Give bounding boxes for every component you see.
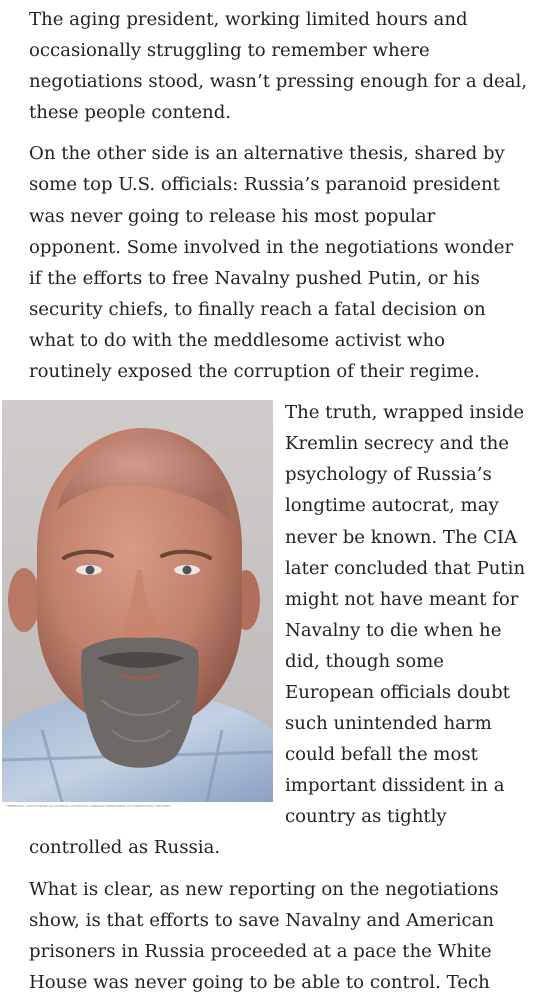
article-paragraph: The truth, wrapped inside Kremlin secrecy and the psychology of Russia’s longtime autocrat, may never be known. The CIA later concluded that Putin might not have meant for Navalny to die when he did, though some European officials doubt such unintended harm could befall the most important dissident in a country as tightly controlled as Russia.	[29, 402, 526, 859]
article-body	[6, 4, 529, 1008]
mugshot-photo	[2, 400, 273, 802]
article-paragraph: On the other side is an alternative thesis, shared by some top U.S. officials: Russia’s paranoid president was never going to release his most popular opponent. Some involved in the negotiations wonder if the efforts to free Navalny pushed Putin, or his security chiefs, to finally reach a fatal decision on what to do with the meddlesome activist who routinely exposed the corruption of their regime.	[29, 143, 514, 383]
photo-credit: TENNESSEE / PHOTOGRAPH VIA MATERIAL OF PATRICK LANNIGAN DEPARTMENT OF CORRECTIONS / REUTERS	[6, 804, 171, 809]
article-paragraph: The aging president, working limited hours and occasionally struggling to remember where negotiations stood, wasn’t pressing enough for a deal, these people contend.	[29, 9, 528, 124]
article-figure	[2, 397, 273, 815]
article-paragraph: What is clear, as new reporting on the negotiations show, is that efforts to save Navalny and American prisoners in Russia proceeded at a pace the White House was never going to be able to control. Tech	[29, 878, 499, 993]
